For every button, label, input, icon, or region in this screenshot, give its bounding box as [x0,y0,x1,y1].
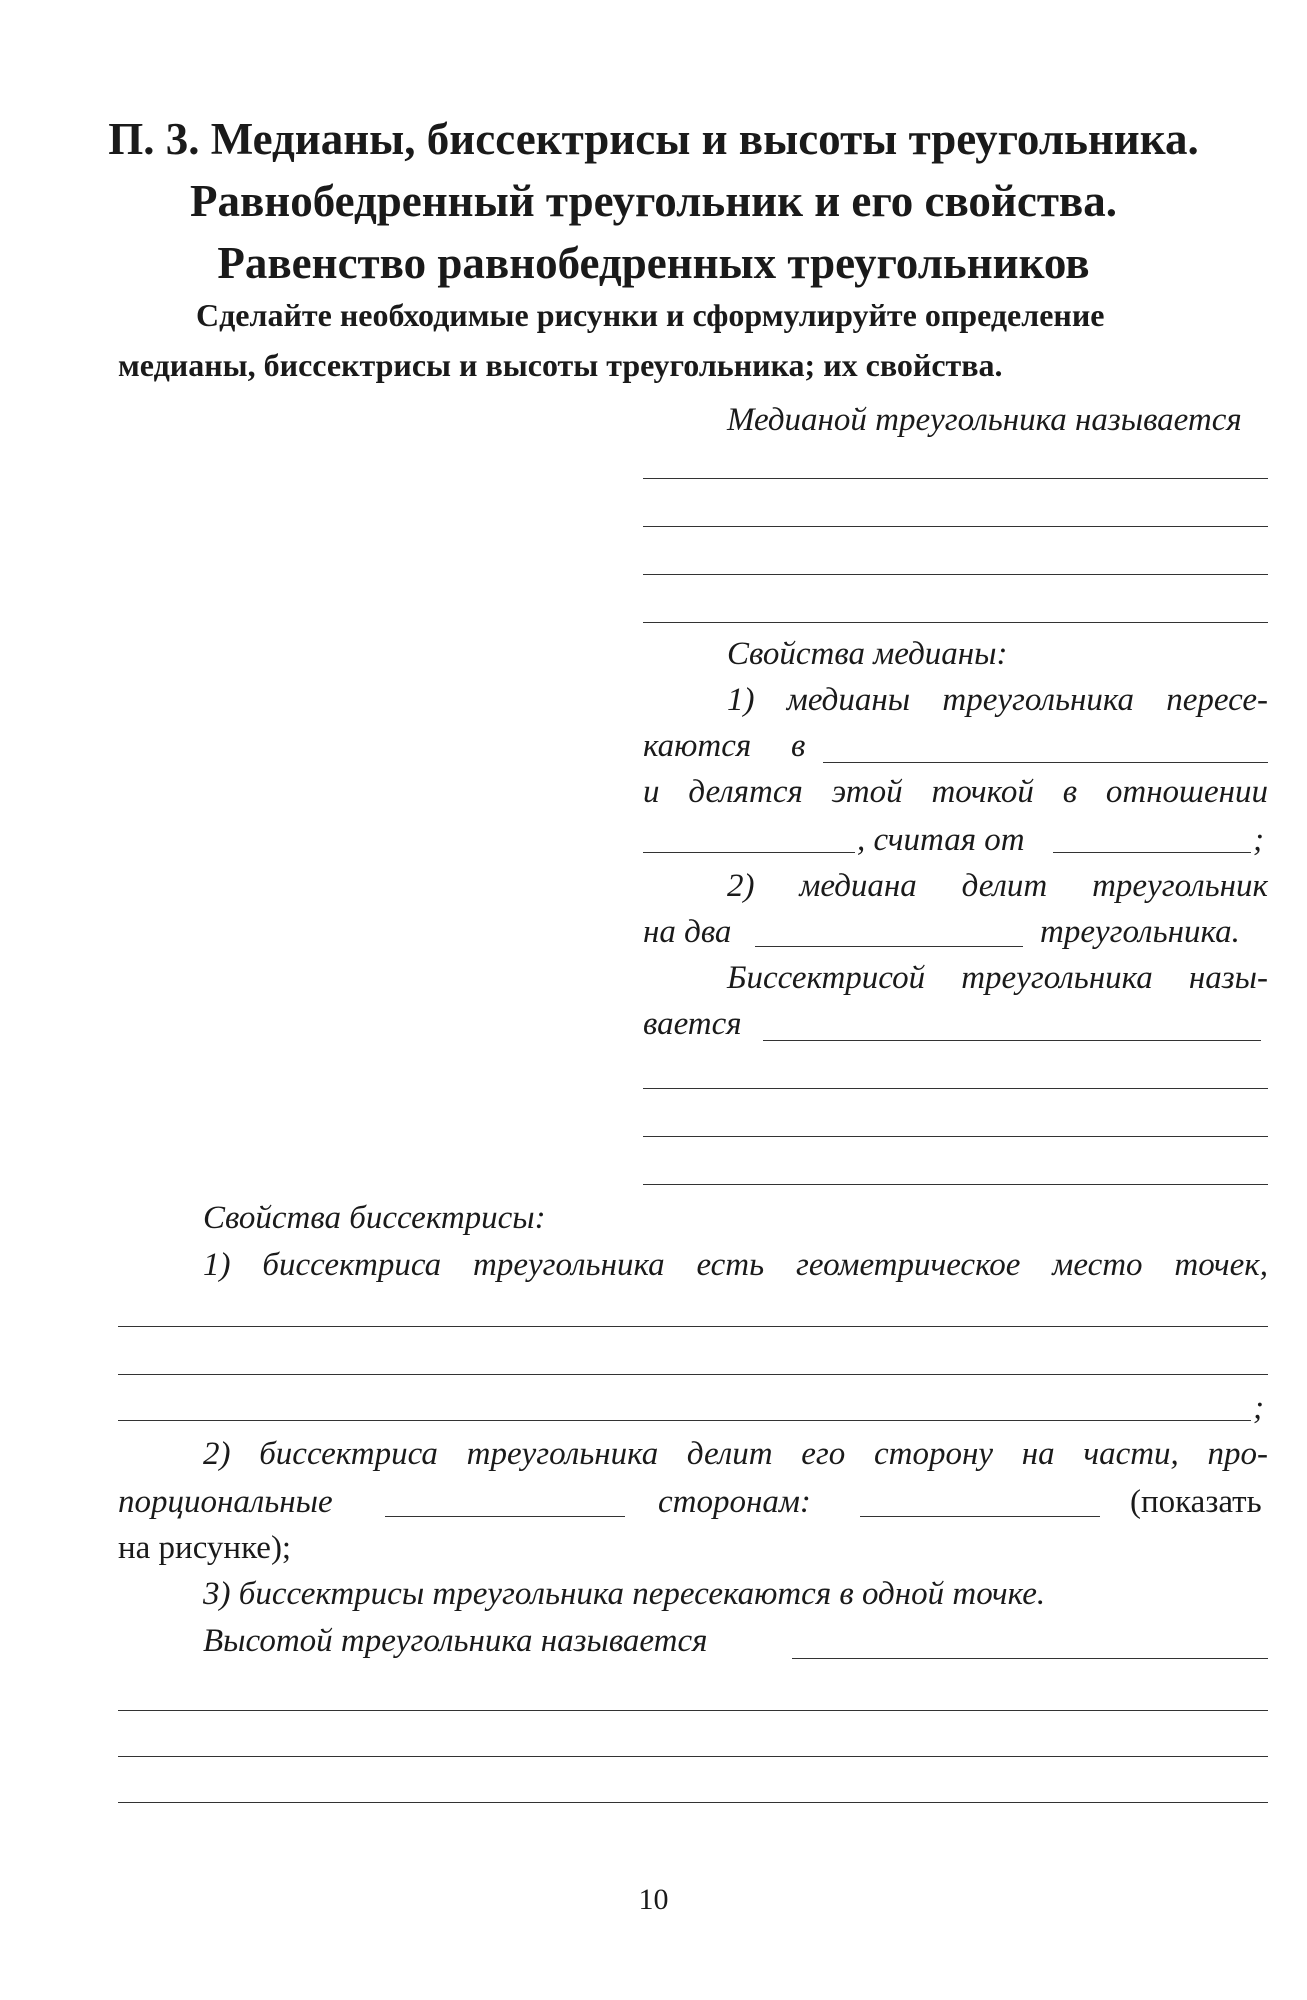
median-props-heading: Свойства медианы: [727,636,1008,672]
bisector-answer-line-1[interactable] [763,1040,1261,1041]
altitude-answer-line-4[interactable] [118,1802,1268,1803]
median-ratio-blank[interactable] [643,852,855,853]
median-definition-label: Медианой треугольника называется [727,402,1242,438]
bisector-prop-1-end: ; [1253,1390,1264,1426]
title-line-2: Равнобедренный треугольник и его свойства. [189,176,1117,226]
bisector-answer-line-3[interactable] [643,1136,1268,1137]
median-prop-2-line-a: 2) медиана делит треугольник [727,868,1268,904]
task-instruction [118,290,1268,390]
bisector-prop-1-answer-line-1[interactable] [118,1326,1268,1327]
page-title [0,108,1307,294]
bisector-prop-1-answer-line-2[interactable] [118,1374,1268,1375]
median-prop-1-line-a: 1) медианы треугольника пересе- [727,682,1268,718]
median-answer-line-1[interactable] [643,478,1268,479]
median-prop-1-line-c: и делятся этой точкой в отношении [643,774,1268,810]
task-line-1: Сделайте необходимые рисунки и сформулируйте определение [196,297,1105,333]
altitude-answer-line-2[interactable] [118,1710,1268,1711]
median-triangles-blank[interactable] [755,946,1023,947]
title-line-1: П. 3. Медианы, биссектрисы и высоты треугольника. [108,114,1199,164]
task-line-2: медианы, биссектрисы и высоты треугольника; их свойства. [118,347,1003,383]
median-prop-2-line-b-end: треугольника. [1040,914,1240,950]
bisector-prop-1: 1) биссектриса треугольника есть геометрическое место точек, [203,1247,1268,1283]
bisector-prop-2-line-c: на рисунке); [118,1530,292,1566]
median-prop-1-line-d-end: ; [1253,822,1264,858]
bisector-prop-2-line-b1: порциональные [118,1484,333,1520]
bisector-proportional-blank[interactable] [385,1516,625,1517]
median-answer-line-3[interactable] [643,574,1268,575]
page-number: 10 [638,1883,669,1916]
bisector-sides-blank[interactable] [860,1516,1100,1517]
bisector-answer-line-4[interactable] [643,1184,1268,1185]
median-intersection-blank[interactable] [823,762,1268,763]
bisector-answer-line-2[interactable] [643,1088,1268,1089]
median-prop-1-line-b: каются [643,728,752,764]
altitude-answer-line-1[interactable] [792,1658,1268,1659]
median-answer-line-4[interactable] [643,622,1268,623]
median-prop-2-line-b: на два [643,914,732,950]
bisector-prop-1-answer-line-3[interactable] [118,1420,1251,1421]
bisector-props-heading: Свойства биссектрисы: [203,1200,546,1236]
altitude-definition-label: Высотой треугольника называется [203,1623,708,1659]
median-prop-1-line-b2: в [791,728,806,764]
bisector-prop-2-line-b2: сторонам: [658,1484,811,1520]
bisector-definition-line-b: вается [643,1006,742,1042]
median-vertex-blank[interactable] [1053,852,1251,853]
bisector-prop-3: 3) биссектрисы треугольника пересекаются в одной точке. [203,1576,1046,1612]
median-answer-line-2[interactable] [643,526,1268,527]
title-line-3: Равенство равнобедренных треугольников [217,238,1090,288]
bisector-definition-line-a: Биссектрисой треугольника назы- [727,960,1268,996]
bisector-prop-2-line-b3: (показать [1130,1484,1262,1520]
altitude-answer-line-3[interactable] [118,1756,1268,1757]
bisector-prop-2-line-a: 2) биссектриса треугольника делит его сторону на части, про- [203,1436,1268,1472]
median-prop-1-line-d: , считая от [857,822,1025,858]
